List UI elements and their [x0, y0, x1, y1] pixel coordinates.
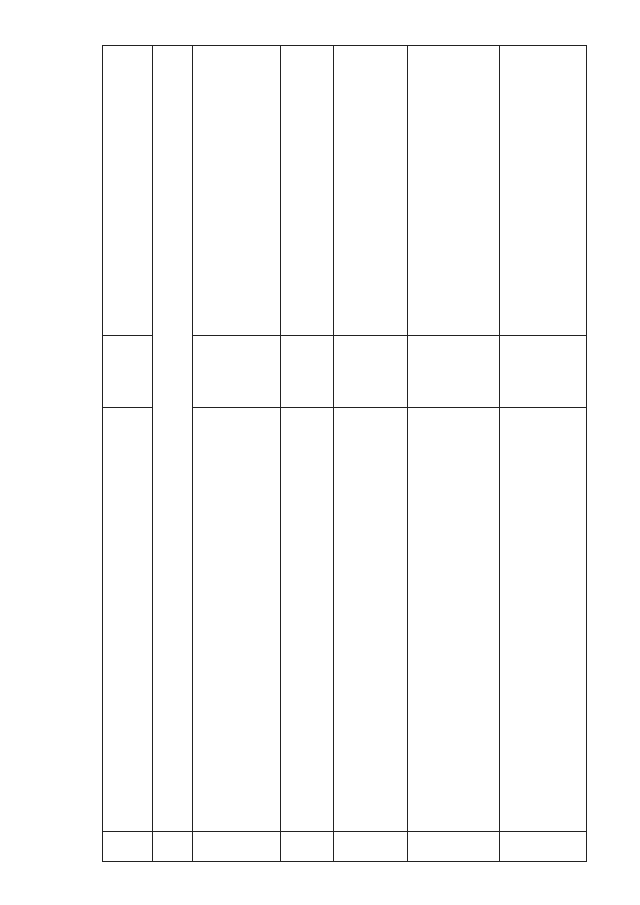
- blank-cell: [103, 336, 153, 408]
- executors-cell: [500, 46, 587, 336]
- row-number: [408, 832, 500, 862]
- period-text: [193, 336, 281, 408]
- executors-cell: [408, 46, 500, 336]
- activity-text: [408, 408, 500, 832]
- blank-cell: [103, 408, 153, 832]
- period-text: [500, 336, 587, 408]
- executors-cell: [193, 46, 281, 336]
- activity-text: [281, 408, 334, 832]
- action-plan-table: [102, 45, 587, 862]
- activity-text: [500, 408, 587, 832]
- executors-cell: [281, 46, 334, 336]
- activity-text: [193, 408, 281, 832]
- row-number: [193, 832, 281, 862]
- period-text: [281, 336, 334, 408]
- table-row: [500, 46, 587, 862]
- table-row: [103, 46, 153, 862]
- row-number: [281, 832, 334, 862]
- blank-cell: [153, 832, 193, 862]
- period-text: [334, 336, 408, 408]
- row-number: [334, 832, 408, 862]
- page-number: [81, 456, 95, 474]
- period-text: [408, 336, 500, 408]
- table-row: [193, 46, 281, 862]
- executors-cell: [103, 46, 153, 336]
- executors-cell: [334, 46, 408, 336]
- rotated-table-wrapper: [102, 46, 586, 862]
- row-number: [500, 832, 587, 862]
- table-row: [408, 46, 500, 862]
- table-row: [334, 46, 408, 862]
- section-header-cell: [153, 46, 193, 832]
- blank-cell: [103, 832, 153, 862]
- section-header-row: [153, 46, 193, 862]
- table-row: [281, 46, 334, 862]
- activity-text: [334, 408, 408, 832]
